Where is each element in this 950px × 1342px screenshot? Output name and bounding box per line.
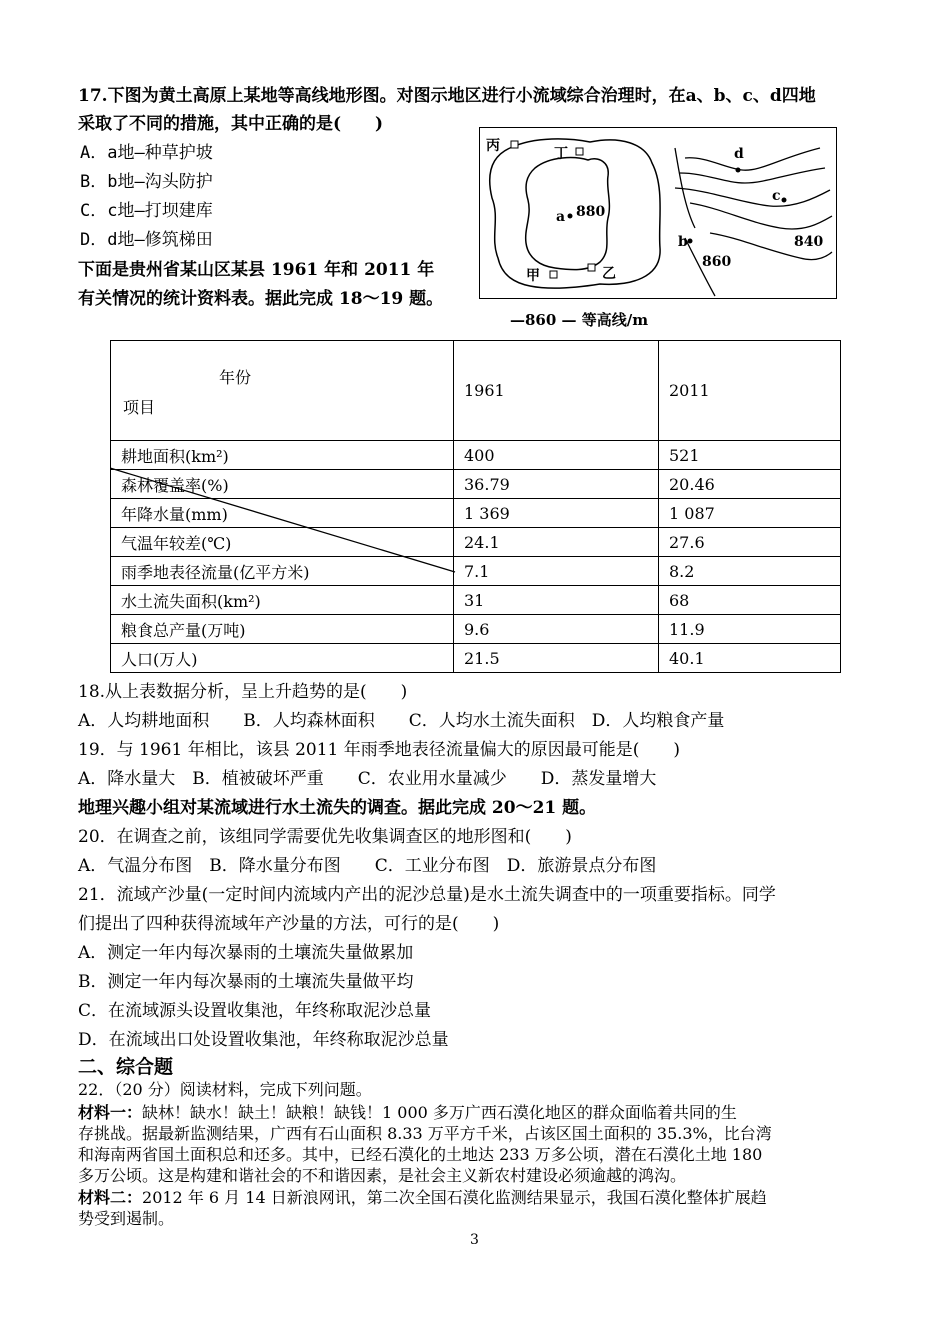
label-840: 840 [794,234,824,250]
contour-map [479,127,837,299]
intro-18-19-line1: 下面是贵州省某山区某县 1961 年和 2011 年 [78,260,435,280]
q22-stem: 22．（20 分）阅读材料，完成下列问题。 [78,1080,372,1099]
q17-stem-line2: 采取了不同的措施，其中正确的是( ) [78,114,384,134]
contour-map-svg [480,128,838,300]
row-1961: 24.1 [454,528,659,557]
marker-b [688,239,693,244]
header-2011: 2011 [659,341,841,441]
row-item: 人口(万人) [111,644,454,673]
row-1961: 7.1 [454,557,659,586]
row-item: 耕地面积(km²) [111,441,454,470]
marker-jia [550,271,557,278]
row-1961: 9.6 [454,615,659,644]
row-item: 气温年较差(℃) [111,528,454,557]
intro-20-21: 地理兴趣小组对某流域进行水土流失的调查。据此完成 20～21 题。 [78,798,597,818]
q18-options: A．人均耕地面积 B．人均森林面积 C．人均水土流失面积 D．人均粮食产量 [78,711,725,731]
row-item: 雨季地表径流量(亿平方米) [111,557,454,586]
q20-stem: 20．在调查之前，该组同学需要优先收集调查区的地形图和( ) [78,827,572,847]
row-1961: 1 369 [454,499,659,528]
header-1961: 1961 [454,341,659,441]
material-1-line1 [78,1102,737,1123]
row-2011: 521 [659,441,841,470]
contour-gully-3 [675,188,830,206]
table-header-row [111,341,841,441]
q21-option-a: A．测定一年内每次暴雨的土壤流失量做累加 [78,943,414,963]
material-1-label: 材料一： [78,1103,143,1122]
contour-860-outer [490,139,660,288]
q21-stem-line2: 们提出了四种获得流域年产沙量的方法，可行的是( ) [78,914,500,934]
label-b: b [678,234,688,250]
contour-gully-2 [680,168,825,183]
row-1961: 31 [454,586,659,615]
label-a: a [556,209,566,225]
table-row [111,586,841,615]
q17-option-a: A．a地—种草护坡 [80,143,213,163]
section2-title: 二、综合题 [78,1056,174,1078]
q18-stem: 18.从上表数据分析，呈上升趋势的是( ) [78,682,408,702]
material-1-line2: 存挑战。据最新监测结果，广西有石山面积 8.33 万平方千米，占该区国土面积的 35.3%，比台湾 [78,1124,772,1143]
material-1-text: 缺林！缺水！缺土！缺粮！缺钱！1 000 多万广西石漠化地区的群众面临着共同的生 [142,1103,737,1122]
marker-yi [588,264,595,271]
marker-ding [576,148,583,155]
row-2011: 20.46 [659,470,841,499]
row-2011: 11.9 [659,615,841,644]
row-item: 水土流失面积(km²) [111,586,454,615]
q17-option-b: B．b地—沟头防护 [80,172,213,192]
table-row [111,644,841,673]
q21-option-c: C．在流域源头设置收集池，年终称取泥沙总量 [78,1001,432,1021]
q17-option-c: C．c地—打坝建库 [80,201,213,221]
label-jia: 甲 [526,268,540,284]
row-2011: 8.2 [659,557,841,586]
map-legend: —860 — 等高线/m [510,311,649,329]
row-item: 粮食总产量(万吨) [111,615,454,644]
row-1961: 36.79 [454,470,659,499]
marker-bing [511,141,518,148]
material-2-label: 材料二： [78,1188,143,1207]
label-860: 860 [702,254,732,270]
q17-option-d: D．d地—修筑梯田 [80,230,213,250]
label-ding: 丁 [554,146,568,162]
row-item: 森林覆盖率(%) [111,470,454,499]
q20-options: A．气温分布图 B．降水量分布图 C．工业分布图 D．旅游景点分布图 [78,856,657,876]
table-row [111,615,841,644]
row-2011: 27.6 [659,528,841,557]
marker-d [736,168,741,173]
contour-840 [690,203,832,229]
marker-a [568,214,573,219]
label-yi: 乙 [602,266,616,282]
header-year: 年份 [219,368,252,387]
material-2-text: 2012 年 6 月 14 日新浪网讯，第二次全国石漠化监测结果显示，我国石漠化整体扩展趋 [142,1188,767,1207]
table-header-corner [111,341,454,441]
marker-c [782,198,787,203]
label-880: 880 [576,204,606,220]
q21-stem-line1: 21．流域产沙量(一定时间内流域内产出的泥沙总量)是水土流失调查中的一项重要指标。同学 [78,885,776,905]
intro-18-19-line2: 有关情况的统计资料表。据此完成 18～19 题。 [78,289,444,309]
label-c: c [772,188,781,204]
row-2011: 1 087 [659,499,841,528]
label-d: d [734,146,744,162]
material-1-line4: 多万公顷。这是构建和谐社会的不和谐因素，是社会主义新农村建设必须逾越的鸿沟。 [78,1166,687,1185]
label-bing: 丙 [486,138,500,154]
q17-stem-line1: 17.下图为黄土高原上某地等高线地形图。对图示地区进行小流域综合治理时，在a、b、c、d四地 [78,86,816,106]
material-1-line3: 和海南两省国土面积总和还多。其中，已经石漠化的土地达 233 万多公顷，潜在石漠化土地 180 [78,1145,763,1164]
row-1961: 400 [454,441,659,470]
q21-option-b: B．测定一年内每次暴雨的土壤流失量做平均 [78,972,414,992]
q19-stem: 19．与 1961 年相比，该县 2011 年雨季地表径流量偏大的原因最可能是( ) [78,740,681,760]
q19-options: A．降水量大 B．植被破坏严重 C．农业用水量减少 D．蒸发量增大 [78,769,657,789]
material-2-line2: 势受到遏制。 [78,1209,175,1228]
row-item: 年降水量(mm) [111,499,454,528]
row-2011: 68 [659,586,841,615]
row-2011: 40.1 [659,644,841,673]
table-diagonal-line [110,460,460,580]
row-1961: 21.5 [454,644,659,673]
page-number: 3 [470,1232,479,1248]
q21-option-d: D．在流域出口处设置收集池，年终称取泥沙总量 [78,1030,449,1050]
material-2-line1 [78,1187,767,1208]
contour-gully-1 [685,148,820,170]
header-item: 项目 [123,398,156,417]
